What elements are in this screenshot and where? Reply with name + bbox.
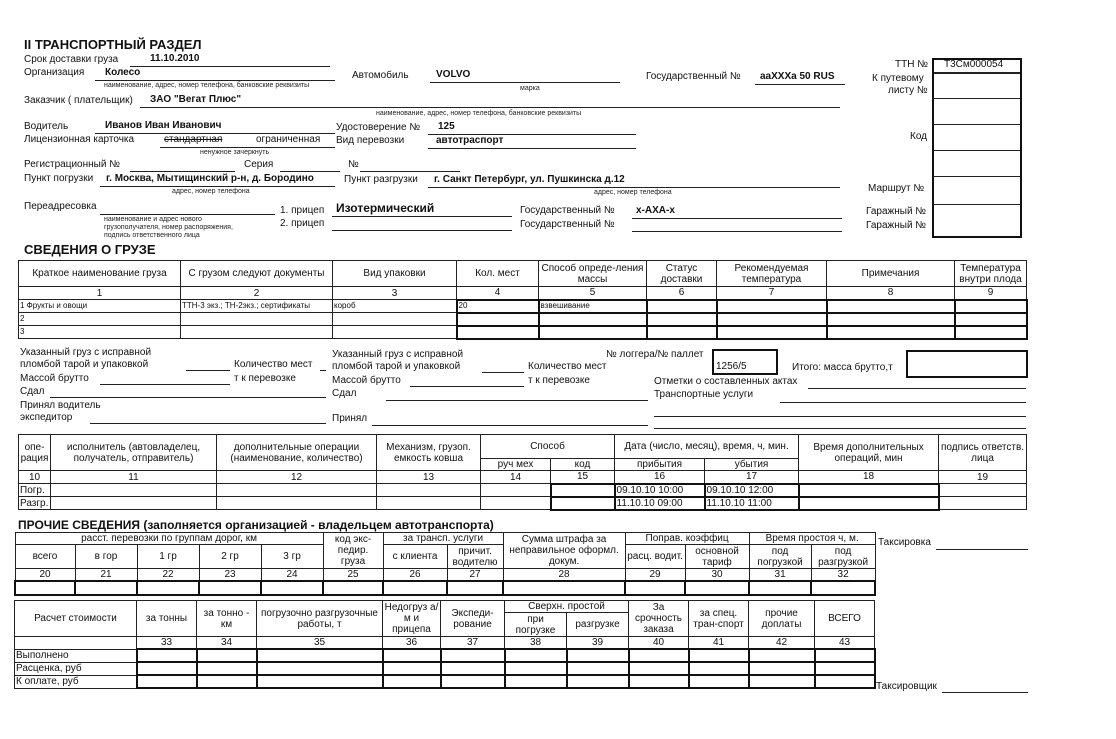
calc-num: 40 [629, 637, 689, 650]
transport-kind-value[interactable]: автотраспорт [436, 135, 504, 146]
org-label: Организация [24, 67, 85, 78]
calc-h-ton: за тонны [137, 601, 197, 637]
cargo-status[interactable] [647, 300, 717, 313]
other-cell[interactable] [383, 581, 447, 595]
redirect-note-3: подпись ответственного лица [104, 232, 200, 239]
ops-cell[interactable] [481, 497, 551, 510]
ops-row-load: Погр. [19, 484, 51, 497]
unload-label: Пункт разгрузки [344, 174, 418, 185]
cargo-h-method: Способ опреде-ления массы [539, 261, 647, 287]
ops-cell[interactable] [377, 497, 481, 510]
ops-h-date: Дата (число, месяц), время, ч, мин. [615, 435, 799, 459]
ops-cell[interactable] [51, 497, 217, 510]
calc-num: 34 [197, 637, 257, 650]
customer-note: наименование, адрес, номер телефона, банковские реквизиты [376, 110, 582, 117]
auto-note: марка [520, 85, 540, 92]
other-num: 24 [261, 569, 323, 582]
cargo-temp[interactable] [717, 326, 827, 339]
other-h-g2: 2 гр [199, 545, 261, 569]
calc-num: 42 [749, 637, 815, 650]
cargo-h-pack: Вид упаковки [333, 261, 457, 287]
cargo-title: СВЕДЕНИЯ О ГРУЗЕ [24, 242, 156, 257]
table-row [15, 675, 875, 688]
right-code-box [932, 58, 1022, 238]
cargo-h-notes: Примечания [827, 261, 955, 287]
trailer1-label: 1. прицеп [280, 205, 325, 216]
accept-left-2: пломбой тарой и упаковкой [20, 359, 149, 370]
other-cell[interactable] [811, 581, 875, 595]
calc-cell[interactable] [257, 675, 383, 688]
gos1-label: Государственный № [520, 205, 615, 216]
other-cell[interactable] [137, 581, 199, 595]
cargo-num: 7 [717, 287, 827, 300]
cargo-pack[interactable] [333, 326, 457, 339]
other-h-coef: Поправ. коэффиц [625, 533, 749, 545]
ops-num: 19 [939, 471, 1027, 484]
other-num: 25 [323, 569, 383, 582]
series-label: Серия [244, 159, 274, 170]
calc-num: 35 [257, 637, 383, 650]
other-cell[interactable] [447, 581, 503, 595]
calc-cell[interactable] [629, 649, 689, 662]
other-cell[interactable] [625, 581, 685, 595]
license-label: Лицензионная карточка [24, 134, 135, 145]
calc-h-special: за спец. тран-спорт [689, 601, 749, 637]
cargo-pack[interactable]: короб [333, 300, 457, 313]
other-h-g1: 1 гр [137, 545, 199, 569]
calc-cell[interactable] [383, 662, 441, 675]
cargo-docs[interactable] [181, 326, 333, 339]
calc-h-under: Недогруз а/м и прицепа [383, 601, 441, 637]
calc-num: 43 [815, 637, 875, 650]
accept-mid-qty: Количество мест [528, 361, 607, 372]
delivery-label: Срок доставки груза [24, 54, 119, 65]
calc-cell[interactable] [197, 662, 257, 675]
calc-cell[interactable] [567, 675, 629, 688]
calc-cell[interactable] [815, 662, 875, 675]
cargo-qty[interactable] [457, 313, 539, 326]
cargo-notes[interactable] [827, 300, 955, 313]
cargo-h-fruit-temp: Температура внутри плода [955, 261, 1027, 287]
other-cell[interactable] [685, 581, 749, 595]
gos-label: Государственный № [646, 71, 741, 82]
ops-h-operation: опе-рация [19, 435, 51, 471]
calc-h-all: ВСЕГО [815, 601, 875, 637]
org-note: наименование, адрес, номер телефона, банковские реквизиты [104, 82, 310, 89]
other-h-idle-load: под погрузкой [749, 545, 811, 569]
calc-cell[interactable] [749, 649, 815, 662]
accept-left-gave: Сдал [20, 386, 45, 397]
calc-cell[interactable] [567, 649, 629, 662]
ops-h-extra: дополнительные операции (наименование, количество) [217, 435, 377, 471]
cargo-qty[interactable] [457, 326, 539, 339]
ops-num: 12 [217, 471, 377, 484]
gos1-value[interactable]: x-AXA-x [636, 205, 675, 216]
calc-row-rate: Расценка, руб [15, 662, 137, 675]
redirect-label: Переадресовка [24, 201, 97, 212]
reg-label: Регистрационный № [24, 159, 120, 170]
services-label: Транспортные услуги [654, 389, 754, 400]
ttn-value[interactable]: T3Cм000054 [944, 59, 1004, 70]
code-label: Код [910, 131, 928, 142]
load-label: Пункт погрузки [24, 173, 94, 184]
other-table-1 [14, 532, 876, 596]
ops-arrival-load[interactable]: 09.10.10 10:00 [615, 484, 705, 497]
cargo-name[interactable]: 2 [19, 313, 181, 326]
calc-cell[interactable] [383, 675, 441, 688]
table-row [19, 497, 1027, 510]
other-num: 28 [503, 569, 625, 582]
org-value[interactable]: Колесо [105, 67, 141, 78]
garage1-label: Гаражный № [866, 206, 927, 217]
calc-h-other: прочие доплаты [749, 601, 815, 637]
other-num: 32 [811, 569, 875, 582]
ops-departure-unload[interactable]: 11.10.10 11:00 [705, 497, 799, 510]
driver-value[interactable]: Иванов Иван Иванович [105, 120, 222, 131]
calc-h-tonkm: за тонно - км [197, 601, 257, 637]
ops-h-code: код [551, 459, 615, 471]
ops-departure-load[interactable]: 09.10.10 12:00 [705, 484, 799, 497]
accept-left-acc-1: Принял водитель [20, 400, 101, 411]
ops-h-mechanism: Механизм, грузоп. емкость ковша [377, 435, 481, 471]
ops-num: 16 [615, 471, 705, 484]
ops-cell[interactable] [377, 484, 481, 497]
number-label: № [348, 159, 359, 170]
taxation-label: Таксировка [878, 537, 931, 548]
calc-num: 33 [137, 637, 197, 650]
calc-h-calc: Расчет стоимости [15, 601, 137, 637]
ops-num: 18 [799, 471, 939, 484]
calc-cell[interactable] [505, 675, 567, 688]
other-h-basic: основной тариф [685, 545, 749, 569]
total-label: Итого: масса брутто,т [792, 362, 893, 373]
ops-h-executor: исполнитель (автовладелец, получатель, отправитель) [51, 435, 217, 471]
accept-left-mass: Массой брутто [20, 373, 89, 384]
ops-h-hand: руч мех [481, 459, 551, 471]
auto-label: Автомобиль [352, 70, 409, 81]
calc-h-loadwork: погрузочно разгрузочные работы, т [257, 601, 383, 637]
license-note: ненужное зачеркнуть [200, 149, 270, 156]
cargo-h-name: Краткое наименование груза [19, 261, 181, 287]
cert-value[interactable]: 125 [438, 121, 455, 132]
other-h-groups: расст. перевозки по группам дорог, км [15, 533, 323, 545]
accept-mid-1: Указанный груз с исправной [332, 349, 464, 360]
accept-mid-gave: Сдал [332, 388, 357, 399]
cargo-status[interactable] [647, 326, 717, 339]
other-title: ПРОЧИЕ СВЕДЕНИЯ (заполняется организацией - владельцем автотранспорта) [18, 518, 494, 532]
cargo-qty[interactable]: 20 [457, 300, 539, 313]
calc-num: 38 [505, 637, 567, 650]
trailer2-label: 2. прицеп [280, 218, 325, 229]
cargo-fruit-temp[interactable] [955, 313, 1027, 326]
other-cell[interactable] [261, 581, 323, 595]
acts-label: Отметки о составленных актах [654, 376, 798, 387]
driver-label: Водитель [24, 121, 69, 132]
calc-cell[interactable] [815, 675, 875, 688]
calc-cell[interactable] [197, 675, 257, 688]
redirect-note-1: наименование и адрес нового [104, 216, 202, 223]
other-num: 29 [625, 569, 685, 582]
other-num: 31 [749, 569, 811, 582]
calc-cell[interactable] [383, 649, 441, 662]
cargo-num: 5 [539, 287, 647, 300]
cargo-notes[interactable] [827, 313, 955, 326]
cargo-temp[interactable] [717, 300, 827, 313]
other-num: 30 [685, 569, 749, 582]
other-num: 26 [383, 569, 447, 582]
customer-value[interactable]: ЗАО "Вегат Плюс" [150, 94, 242, 105]
calc-h-over: Сверхн. простой [505, 601, 629, 613]
unload-note: адрес, номер телефона [594, 189, 672, 196]
other-h-client: с клиента [383, 545, 447, 569]
calc-cell[interactable] [505, 649, 567, 662]
calc-cell[interactable] [689, 662, 749, 675]
other-num: 21 [75, 569, 137, 582]
calc-cell[interactable] [689, 649, 749, 662]
garage2-label: Гаражный № [866, 220, 927, 231]
calc-num: 39 [567, 637, 629, 650]
table-row [19, 326, 1027, 339]
ops-num: 17 [705, 471, 799, 484]
calc-num: 36 [383, 637, 441, 650]
cargo-fruit-temp[interactable] [955, 326, 1027, 339]
putevoy-label-1: К путевому [872, 73, 924, 84]
other-cell[interactable] [323, 581, 383, 595]
unload-value[interactable]: г. Санкт Петербург, ул. Пушкинска д.12 [434, 174, 625, 185]
cargo-num: 3 [333, 287, 457, 300]
ops-num: 13 [377, 471, 481, 484]
ops-num: 10 [19, 471, 51, 484]
delivery-date[interactable]: 11.10.2010 [150, 53, 200, 64]
calc-cell[interactable] [815, 649, 875, 662]
license-limited: ограниченная [256, 134, 321, 145]
cargo-method[interactable] [539, 313, 647, 326]
cert-label: Удостоверение № [336, 122, 421, 133]
ops-cell[interactable] [939, 484, 1027, 497]
table-row [15, 581, 875, 595]
auto-value[interactable]: VOLVO [436, 69, 471, 80]
ops-num: 15 [551, 471, 615, 484]
ops-cell[interactable] [799, 497, 939, 510]
cargo-name[interactable]: 1 Фрукты и овощи [19, 300, 181, 313]
accept-mid-acc: Принял [332, 413, 368, 424]
customer-label: Заказчик ( плательщик) [24, 95, 133, 106]
load-value[interactable]: г. Москва, Мытищинский р-н, д. Бородино [106, 173, 314, 184]
ops-h-arrival: прибытия [615, 459, 705, 471]
calc-cell[interactable] [441, 675, 505, 688]
calc-h-urgency: За срочность заказа [629, 601, 689, 637]
cargo-table [18, 260, 1028, 340]
other-cell[interactable] [503, 581, 625, 595]
accept-left-acc-2: экспедитор [20, 412, 73, 423]
other-cell[interactable] [15, 581, 75, 595]
calc-cell[interactable] [137, 662, 197, 675]
calc-cell[interactable] [749, 675, 815, 688]
other-cell[interactable] [749, 581, 811, 595]
calc-cell[interactable] [629, 662, 689, 675]
other-num: 23 [199, 569, 261, 582]
calc-cell[interactable] [689, 675, 749, 688]
calc-cell[interactable] [567, 662, 629, 675]
cargo-fruit-temp[interactable] [955, 300, 1027, 313]
other-h-fine: Сумма штрафа за неправильное оформл. докум. [503, 533, 625, 569]
ops-cell[interactable] [481, 484, 551, 497]
taxer-label: Таксировщик [876, 681, 937, 692]
section-title: II ТРАНСПОРТНЫЙ РАЗДЕЛ [24, 37, 202, 52]
gos-value[interactable]: aaXXXa 50 RUS [760, 71, 835, 82]
ops-h-departure: убытия [705, 459, 799, 471]
other-h-g3: 3 гр [261, 545, 323, 569]
calc-num: 41 [689, 637, 749, 650]
calc-row-pay: К оплате, руб [15, 675, 137, 688]
table-row [15, 649, 875, 662]
accept-left-qty: Количество мест [234, 359, 313, 370]
table-row [19, 484, 1027, 497]
cargo-method[interactable] [539, 326, 647, 339]
cargo-num: 1 [19, 287, 181, 300]
cargo-h-qty: Кол. мест [457, 261, 539, 287]
other-h-total: всего [15, 545, 75, 569]
calc-cell[interactable] [137, 649, 197, 662]
cargo-h-docs: С грузом следуют документы [181, 261, 333, 287]
other-h-city: в гор [75, 545, 137, 569]
transport-kind-label: Вид перевозки [336, 135, 405, 146]
cargo-num: 8 [827, 287, 955, 300]
cargo-pack[interactable] [333, 313, 457, 326]
table-row [15, 662, 875, 675]
ops-h-method: Способ [481, 435, 615, 459]
calc-num: 37 [441, 637, 505, 650]
ops-arrival-unload[interactable]: 11.10.10 09:00 [615, 497, 705, 510]
accept-left-t: т к перевозке [234, 373, 296, 384]
cargo-method[interactable]: взвешивание [539, 300, 647, 313]
accept-mid-mass: Массой брутто [332, 375, 401, 386]
other-h-exp: код экс-педир. груза [323, 533, 383, 569]
other-table-2 [14, 600, 876, 689]
gos2-label: Государственный № [520, 219, 615, 230]
ops-cell[interactable] [217, 484, 377, 497]
license-standard: стандартная [164, 134, 223, 145]
cargo-docs[interactable]: ТТН-3 экз.; ТН-2экз.; сертификаты [181, 300, 333, 313]
cargo-h-temp: Рекомендуемая температура [717, 261, 827, 287]
other-num: 27 [447, 569, 503, 582]
other-h-calc: расц. водит. [625, 545, 685, 569]
calc-cell[interactable] [441, 662, 505, 675]
logger-value[interactable]: 1256/5 [716, 361, 747, 372]
ops-num: 11 [51, 471, 217, 484]
calc-row-done: Выполнено [15, 649, 137, 662]
ops-cell[interactable] [551, 484, 615, 497]
other-h-idle-unload: под разгрузкой [811, 545, 875, 569]
putevoy-label-2: листу № [888, 85, 928, 96]
ops-cell[interactable] [551, 497, 615, 510]
calc-cell[interactable] [257, 662, 383, 675]
logger-label: № логгера/№ паллет [606, 349, 704, 360]
calc-cell[interactable] [137, 675, 197, 688]
calc-cell[interactable] [749, 662, 815, 675]
other-h-driver: причит. водителю [447, 545, 503, 569]
accept-mid-2: пломбой тарой и упаковкой [332, 361, 461, 372]
other-num: 22 [137, 569, 199, 582]
trailer1-value[interactable]: Изотермический [336, 201, 435, 215]
ops-h-sign: подпись ответств. лица [939, 435, 1027, 471]
other-h-idle: Время простоя ч, м. [749, 533, 875, 545]
accept-left-1: Указанный груз с исправной [20, 347, 152, 358]
calc-h-exped: Экспеди-рование [441, 601, 505, 637]
calc-cell[interactable] [629, 675, 689, 688]
calc-cell[interactable] [505, 662, 567, 675]
load-note: адрес, номер телефона [172, 188, 250, 195]
ops-h-time: Время дополнительных операций, мин [799, 435, 939, 471]
calc-h-over-load: при погрузке [505, 613, 567, 637]
other-num: 20 [15, 569, 75, 582]
table-row [19, 313, 1027, 326]
cargo-num: 4 [457, 287, 539, 300]
total-box[interactable] [906, 350, 1028, 378]
calc-cell[interactable] [257, 649, 383, 662]
cargo-notes[interactable] [827, 326, 955, 339]
ops-cell[interactable] [51, 484, 217, 497]
cargo-h-status: Статус доставки [647, 261, 717, 287]
table-row [19, 300, 1027, 313]
calc-cell[interactable] [197, 649, 257, 662]
ops-num: 14 [481, 471, 551, 484]
ops-row-unload: Разгр. [19, 497, 51, 510]
cargo-num: 2 [181, 287, 333, 300]
cargo-docs[interactable] [181, 313, 333, 326]
operations-table [18, 434, 1027, 511]
other-cell[interactable] [75, 581, 137, 595]
ops-cell[interactable] [939, 497, 1027, 510]
redirect-note-2: грузополучателя, номер распоряжения, [104, 224, 233, 231]
ops-cell[interactable] [799, 484, 939, 497]
cargo-num: 6 [647, 287, 717, 300]
other-cell[interactable] [199, 581, 261, 595]
calc-h-over-unload: разгрузке [567, 613, 629, 637]
cargo-num: 9 [955, 287, 1027, 300]
other-h-services: за трансп. услуги [383, 533, 503, 545]
accept-mid-t: т к перевозке [528, 375, 590, 386]
cargo-status[interactable] [647, 313, 717, 326]
calc-cell[interactable] [441, 649, 505, 662]
cargo-temp[interactable] [717, 313, 827, 326]
route-label: Маршрут № [868, 183, 925, 194]
ttn-label: ТТН № [895, 59, 928, 70]
cargo-name[interactable]: 3 [19, 326, 181, 339]
ops-cell[interactable] [217, 497, 377, 510]
